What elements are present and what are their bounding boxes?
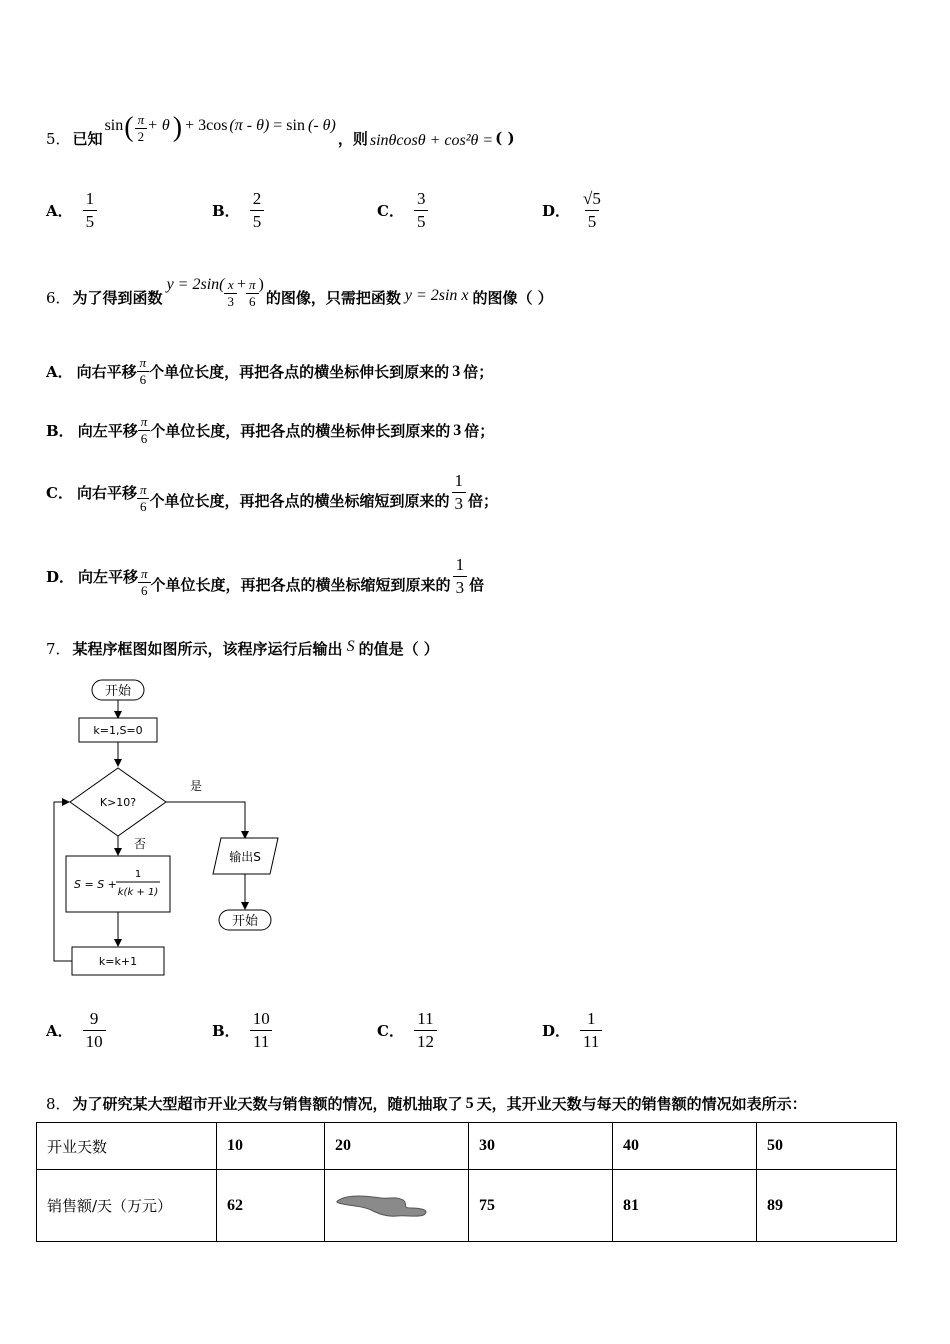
ink-smudge-icon xyxy=(325,1186,467,1226)
option-text-b: 个单位长度，再把各点的横坐标伸长到原来的 xyxy=(149,363,450,381)
option-pi-over-6 xyxy=(138,566,151,599)
numerator: π xyxy=(139,355,147,370)
option-text-a: 向左平移 xyxy=(77,422,138,440)
table-cell: 40 xyxy=(613,1123,757,1170)
denominator: 6 xyxy=(137,498,150,515)
q6-x: x xyxy=(227,276,234,292)
sales-table xyxy=(36,1122,897,1242)
option-one-third xyxy=(452,470,467,515)
table-cell: 50 xyxy=(757,1123,897,1170)
denominator: 6 xyxy=(137,371,150,388)
table-row xyxy=(37,1123,897,1170)
q5-two: 2 xyxy=(135,128,148,145)
q5-then: ，则 xyxy=(337,129,368,148)
option-label: B． xyxy=(212,202,240,220)
table-cell: 10 xyxy=(217,1123,325,1170)
numerator: π xyxy=(141,566,148,581)
numerator: 1 xyxy=(85,189,95,208)
q8-stem xyxy=(46,1093,807,1114)
option-pi-over-6 xyxy=(138,414,151,447)
option-fraction xyxy=(414,188,429,233)
table-cell: 75 xyxy=(469,1170,613,1242)
denominator: 3 xyxy=(453,576,468,599)
numerator: 1 xyxy=(586,1009,596,1028)
q8-text2: 天，其开业天数与每天的销售额的情况如表所示： xyxy=(476,1095,807,1113)
denominator: 12 xyxy=(414,1030,437,1053)
table-row xyxy=(37,1170,897,1242)
q6-func-a: y = 2sin( xyxy=(166,276,225,293)
q6-mid: 的图像，只需把函数 xyxy=(265,288,401,307)
denominator: 5 xyxy=(250,210,265,233)
q5-sin: sin xyxy=(104,117,124,134)
option-text-a: 向右平移 xyxy=(76,484,137,502)
flow-start-label: 开始 xyxy=(104,684,132,699)
option-text-b: 个单位长度，再把各点的横坐标缩短到原来的 xyxy=(149,492,450,510)
numerator: 11 xyxy=(417,1009,434,1028)
denominator: 10 xyxy=(83,1030,106,1053)
option-text-a: 向右平移 xyxy=(76,363,137,381)
q6-option-c[interactable] xyxy=(46,470,498,515)
numerator: π xyxy=(139,482,147,497)
option-fraction xyxy=(83,188,98,233)
q5-number: 5． xyxy=(46,129,71,148)
denominator: 5 xyxy=(414,210,429,233)
q7-number: 7． xyxy=(46,640,71,658)
q5-bracket: ( ) xyxy=(495,129,515,147)
flow-incr-label: k=k+1 xyxy=(98,955,138,968)
flow-assign-lhs: S = S + xyxy=(74,878,117,891)
numerator: 1 xyxy=(454,471,463,490)
option-factor: 3 xyxy=(453,421,462,439)
option-pi-over-6 xyxy=(137,482,150,515)
option-label: A． xyxy=(46,1022,73,1040)
q5-mid: + 3cos xyxy=(185,117,228,134)
flow-decision-label: K>10? xyxy=(99,796,137,809)
option-fraction xyxy=(250,1008,273,1053)
q7-post: 的值是（ ） xyxy=(358,640,439,658)
denominator: 11 xyxy=(580,1030,602,1053)
flowchart xyxy=(40,672,300,982)
option-label: C． xyxy=(377,1022,404,1040)
denominator: 6 xyxy=(138,582,151,599)
q5-eq: = sin xyxy=(273,117,305,134)
option-label: B． xyxy=(46,422,74,440)
numerator: 2 xyxy=(252,189,262,208)
option-label: D． xyxy=(542,202,571,220)
q6-option-d[interactable] xyxy=(46,554,484,599)
table-cell: 20 xyxy=(325,1123,469,1170)
numerator: 10 xyxy=(252,1009,270,1028)
q8-text: 为了研究某大型超市开业天数与销售额的情况，随机抽取了 xyxy=(72,1095,463,1113)
option-label: A． xyxy=(46,363,73,381)
option-text-d: 倍； xyxy=(464,422,495,440)
numerator: 9 xyxy=(89,1009,99,1028)
denominator: 6 xyxy=(138,430,151,447)
table-row-label: 开业天数 xyxy=(37,1123,217,1170)
q5-option-d[interactable] xyxy=(542,188,604,233)
q7-option-d[interactable] xyxy=(542,1008,602,1053)
q6-x-over-3 xyxy=(224,277,237,310)
numerator: 3 xyxy=(416,189,426,208)
flow-end-label: 开始 xyxy=(231,914,259,929)
q6-option-b[interactable] xyxy=(46,414,494,447)
option-fraction xyxy=(83,1008,106,1053)
q5-arg3: (- θ) xyxy=(307,117,336,134)
q5-arg2: (π - θ) xyxy=(229,117,270,134)
option-factor: 3 xyxy=(452,362,461,380)
flow-assign-den: k(k + 1) xyxy=(117,887,159,898)
denominator: 11 xyxy=(250,1030,272,1053)
q7-stem xyxy=(46,638,439,659)
numerator: 1 xyxy=(455,555,465,574)
q5-plus-theta: + θ xyxy=(147,117,170,134)
table-cell: 62 xyxy=(217,1170,325,1242)
option-pi-over-6 xyxy=(137,355,150,388)
q8-number: 8． xyxy=(46,1095,71,1113)
q5-lparen: ( xyxy=(124,112,134,143)
flow-assign-num: 1 xyxy=(134,869,142,880)
flow-output-label: 输出S xyxy=(229,850,261,864)
q5-stem xyxy=(46,110,515,166)
option-text-a: 向左平移 xyxy=(78,568,139,586)
table-cell: 81 xyxy=(613,1170,757,1242)
numerator: π xyxy=(140,414,148,429)
q7-option-c[interactable] xyxy=(377,1008,437,1053)
denominator: 3 xyxy=(452,492,467,515)
option-one-third xyxy=(453,554,468,599)
flow-init-label: k=1,S=0 xyxy=(93,724,143,737)
denominator: 5 xyxy=(83,210,98,233)
q6-six: 6 xyxy=(246,293,259,310)
option-label: C． xyxy=(377,202,404,220)
option-label: B． xyxy=(212,1022,240,1040)
option-label: D． xyxy=(46,568,75,586)
option-text-b: 个单位长度，再把各点的横坐标伸长到原来的 xyxy=(150,422,451,440)
q5-pi-over-2 xyxy=(135,112,148,145)
q7-option-a[interactable] xyxy=(46,1008,106,1053)
q5-pi: π xyxy=(137,111,145,127)
option-label: C． xyxy=(46,484,73,502)
q6-three: 3 xyxy=(224,293,237,310)
table-cell-smudged xyxy=(325,1170,469,1242)
q6-func-b: y = 2sin x xyxy=(404,287,469,304)
q6-pi: π xyxy=(249,276,256,292)
option-fraction xyxy=(250,188,265,233)
table-cell: 89 xyxy=(757,1170,897,1242)
option-fraction xyxy=(580,1008,602,1053)
table-row-label: 销售额/天（万元） xyxy=(37,1170,217,1242)
option-text-d: 倍 xyxy=(469,576,485,594)
q6-option-a[interactable] xyxy=(46,355,493,388)
table-cell: 30 xyxy=(469,1123,613,1170)
option-text-b: 个单位长度，再把各点的横坐标缩短到原来的 xyxy=(150,576,451,594)
q6-plus: + xyxy=(236,276,246,293)
q7-S: S xyxy=(346,637,355,655)
q8-five: 5 xyxy=(465,1094,474,1112)
denominator: 5 xyxy=(585,210,600,233)
q6-post: 的图像（ ） xyxy=(472,288,553,307)
q6-prefix: 为了得到函数 xyxy=(72,288,163,307)
option-text-d: 倍； xyxy=(463,363,494,381)
flow-yes-label: 是 xyxy=(189,779,203,793)
q5-option-a[interactable] xyxy=(46,188,97,233)
option-label: A． xyxy=(46,202,73,220)
q6-pi-over-6 xyxy=(246,277,259,310)
q5-option-c[interactable] xyxy=(377,188,428,233)
q5-option-b[interactable] xyxy=(212,188,264,233)
q5-expr: sinθcosθ + cos²θ = xyxy=(369,132,494,149)
option-text-d: 倍； xyxy=(468,492,499,510)
numerator: √5 xyxy=(583,189,601,208)
flow-no-label: 否 xyxy=(133,837,147,851)
q6-number: 6． xyxy=(46,288,71,307)
q6-rparen: ) xyxy=(258,276,264,293)
option-label: D． xyxy=(542,1022,571,1040)
q7-option-b[interactable] xyxy=(212,1008,273,1053)
q5-prefix: 已知 xyxy=(72,129,103,148)
q5-rparen: ) xyxy=(172,112,183,143)
q7-text: 某程序框图如图所示，该程序运行后输出 xyxy=(72,640,343,658)
option-fraction xyxy=(580,188,604,233)
q6-stem xyxy=(46,274,553,320)
option-fraction xyxy=(414,1008,437,1053)
